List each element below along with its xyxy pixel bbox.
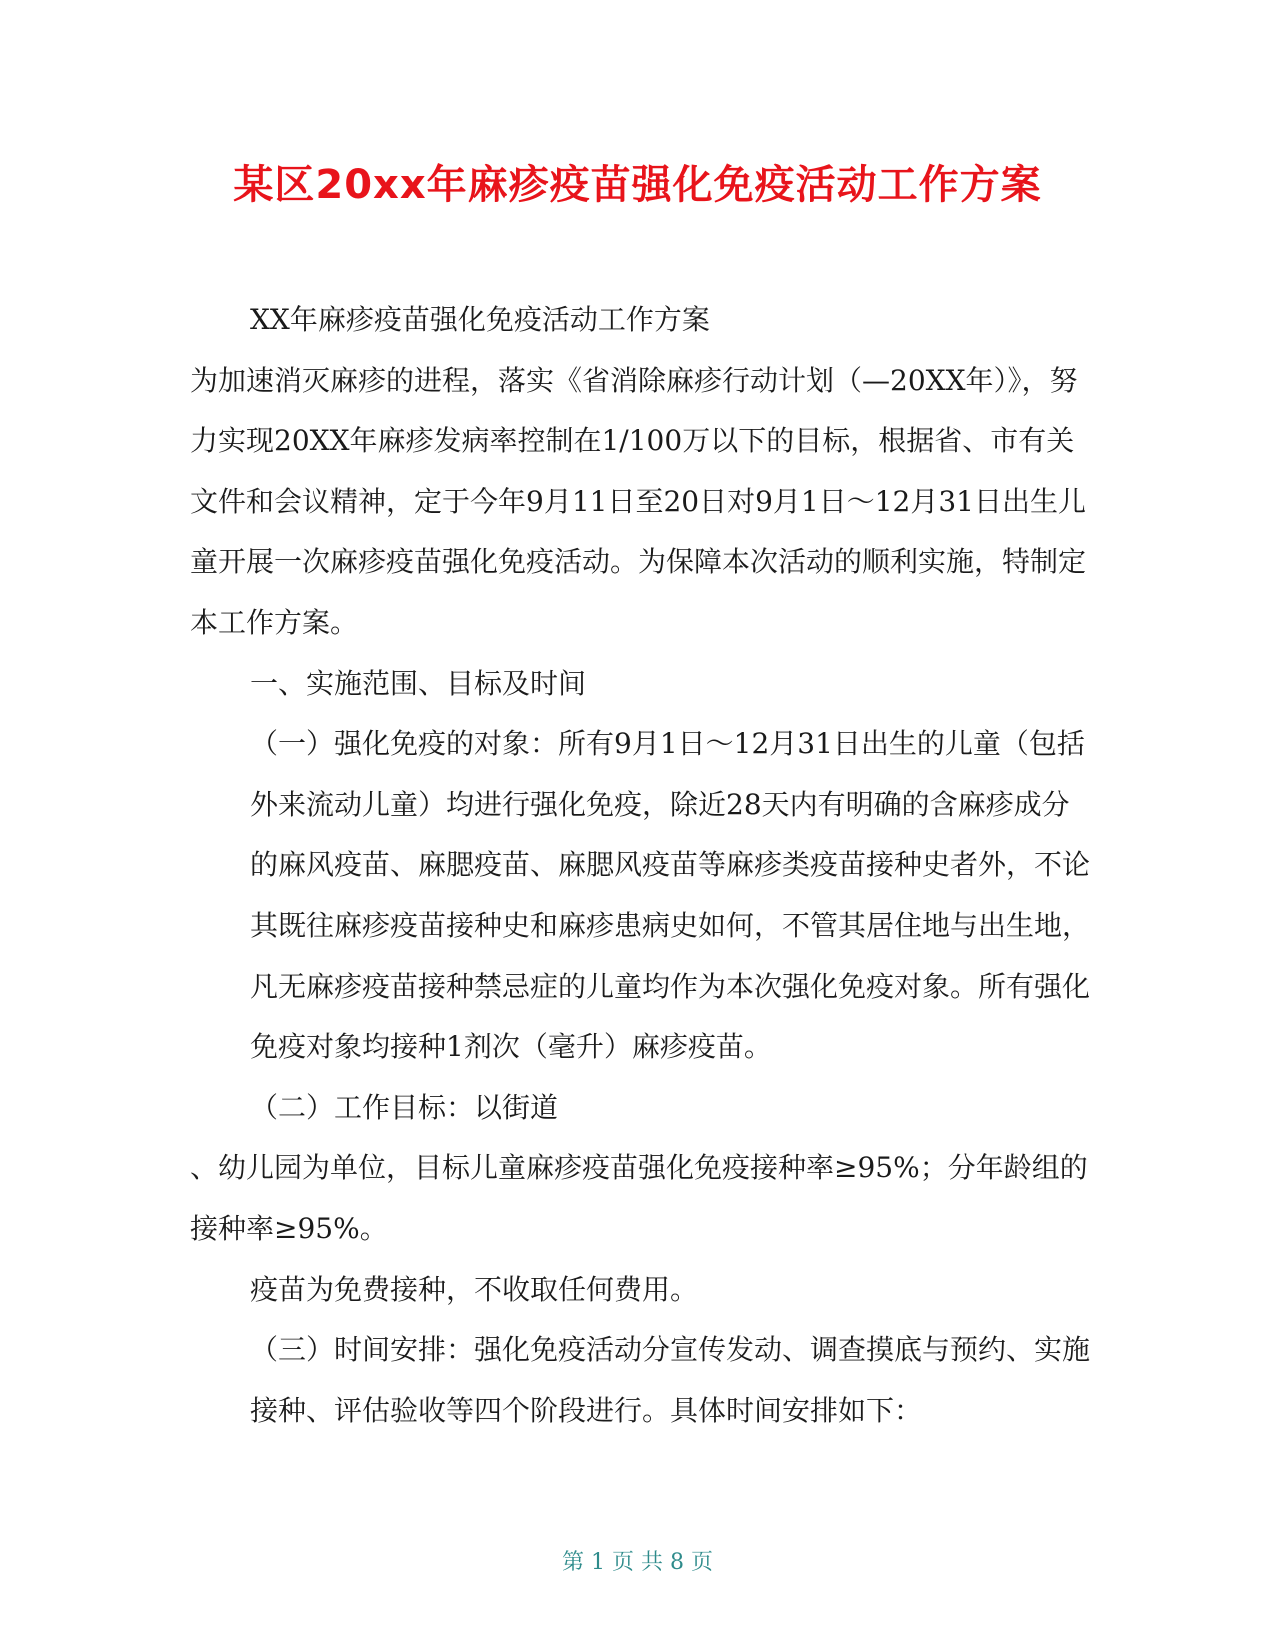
section-heading-1: 一、实施范围、目标及时间 <box>250 666 587 700</box>
document-title: 某区20xx年麻疹疫苗强化免疫活动工作方案 <box>233 162 1042 208</box>
target-paragraph: （一）强化免疫的对象：所有9月1日～12月31日出生的儿童（包括外来流动儿童）均进行强化免疫，除近28天内有明确的含麻疹成分的麻风疫苗、麻腮疫苗、麻腮风疫苗等麻疹类疫苗接种史者外，不论其既往麻疹疫苗接种史和麻疹患病史如何，不管其居住地与出生地，凡无麻疹疫苗接种禁忌症的儿童均作为本次强化免疫对象。所有强化免疫对象均接种1剂次（毫升）麻疹疫苗。 <box>250 727 1091 1064</box>
goal-paragraph: （二）工作目标：以街道 <box>250 1090 559 1124</box>
intro-paragraph: 为加速消灭麻疹的进程，落实《省消除麻疹行动计划（—20XX年）》，努力实现20XX年麻疹发病率控制在1/100万以下的目标，根据省、市有关文件和会议精神，定于今年9月11日至20日对9月1日～12月31日出生儿童开展一次麻疹疫苗强化免疫活动。为保障本次活动的顺利实施，特制定本工作方案。 <box>190 363 1087 639</box>
page-footer: 第 1 页 共 8 页 <box>562 1550 713 1575</box>
document-body <box>190 290 1090 1441</box>
schedule-paragraph: （三）时间安排：强化免疫活动分宣传发动、调查摸底与预约、实施接种、评估验收等四个阶段进行。具体时间安排如下： <box>250 1333 1091 1427</box>
free-vaccine-paragraph: 疫苗为免费接种，不收取任何费用。 <box>250 1272 699 1306</box>
goal-continuation-paragraph: 、幼儿园为单位，目标儿童麻疹疫苗强化免疫接种率≥95%；分年龄组的接种率≥95%。 <box>190 1151 1088 1245</box>
subtitle-paragraph: XX年麻疹疫苗强化免疫活动工作方案 <box>250 303 710 336</box>
